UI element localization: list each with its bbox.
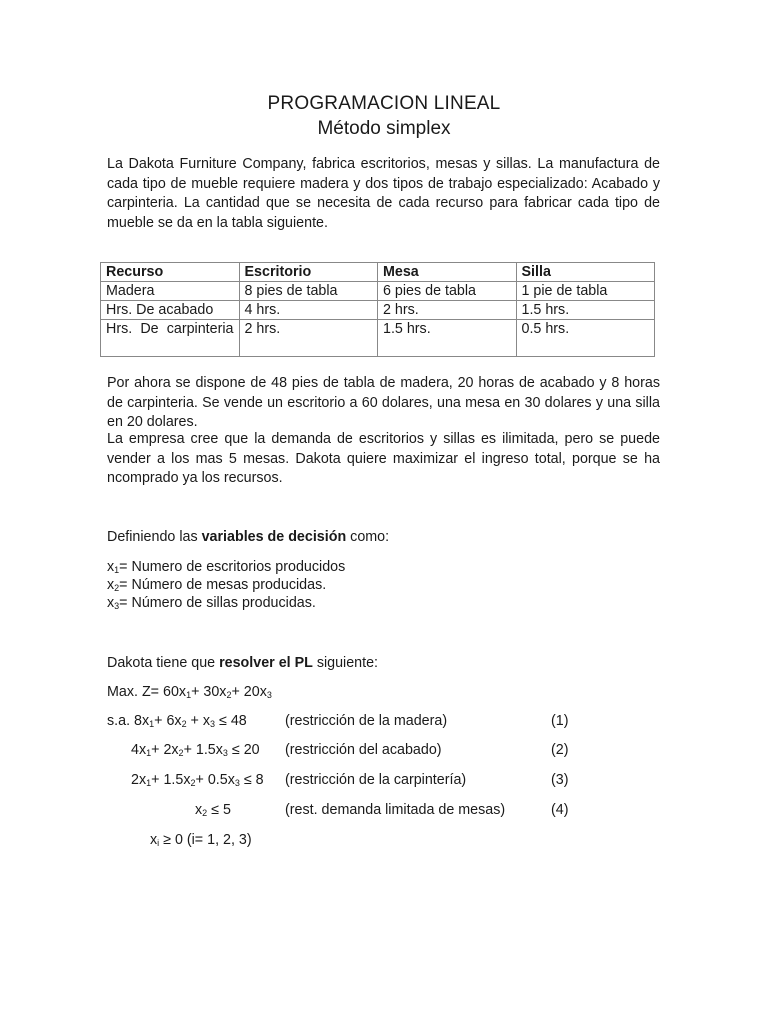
variable-definition: $x_1=$ Numero de escritorios producidos — [107, 559, 346, 575]
constraint-description: (restricción del acabado) — [285, 742, 442, 758]
pl-intro — [107, 654, 378, 672]
objective-function: Max. $Z= 60x_1+ 30x_2+ 20x_3$ — [107, 684, 272, 700]
resource-table — [100, 262, 655, 357]
page-title: PROGRAMACION LINEAL — [267, 93, 501, 114]
table-cell: 6 pies de tabla — [378, 282, 517, 301]
constraint-number: (1) — [551, 713, 569, 729]
table-header-row — [101, 263, 655, 282]
constraint-number: (4) — [551, 802, 569, 818]
variable-text: = Número de mesas producidas. — [119, 577, 327, 593]
variable-text: = Número de sillas producidas. — [119, 595, 316, 611]
table-cell: 1 pie de tabla — [516, 282, 655, 301]
table-row — [101, 301, 655, 320]
constraint-description: (rest. demanda limitada de mesas) — [285, 802, 506, 818]
table-cell: 0.5 hrs. — [516, 320, 655, 357]
variables-intro-bold: variables de decisión — [201, 529, 347, 545]
constraint-number: (3) — [551, 772, 569, 788]
table-cell: Hrs. De acabado — [101, 301, 240, 320]
variables-intro — [107, 528, 389, 546]
constraint-expression: $x_2 \le 5$ — [195, 802, 231, 818]
constraint-number: (2) — [551, 742, 569, 758]
variable-index: 3 — [114, 601, 120, 611]
nonnegativity-constraint: $x_i \ge 0$ (i= 1, 2, 3) — [150, 832, 252, 848]
page-subtitle: Método simplex — [317, 118, 451, 139]
pl-intro-bold: resolver el PL — [219, 655, 313, 671]
constraint-expression: s.a. $8x_1+ 6x_2 + x_3 \le 48$ — [107, 713, 247, 729]
constraint-expression: $2x_1+ 1.5x_2+ 0.5x_3 \le 8$ — [131, 772, 264, 788]
table-cell: 1.5 hrs. — [378, 320, 517, 357]
table-row — [101, 282, 655, 301]
pl-intro-text: Dakota tiene que — [107, 655, 220, 671]
variables-intro-text: Definiendo las — [107, 529, 202, 545]
variable-index: 1 — [114, 565, 120, 575]
constraint-description: (restricción de la carpintería) — [285, 772, 467, 788]
variable-index: 2 — [114, 583, 120, 593]
intro-paragraph: La Dakota Furniture Company, fabrica escritorios, mesas y sillas. La manufactura de cada tipo de mueble requiere madera y dos tipos de trabajo especializado: Acabado y carpinteria. La cantidad que se necesita de cada recurso para fabricar cada tipo de mueble se da en la tabla siguiente. — [107, 156, 660, 231]
table-cell: 1.5 hrs. — [516, 301, 655, 320]
table-cell: Hrs. De carpinteria — [101, 320, 240, 357]
table-header-cell: Mesa — [378, 263, 517, 282]
table-header-cell: Escritorio — [239, 263, 378, 282]
demand-paragraph: La empresa cree que la demanda de escritorios y sillas es ilimitada, pero se puede vender a los mas 5 mesas. Dakota quiere maximizar el ingreso total, porque se ha ncomprado ya los recursos. — [107, 431, 660, 487]
table-cell: Madera — [101, 282, 240, 301]
table-cell: 2 hrs. — [239, 320, 378, 357]
table-header-cell: Recurso — [101, 263, 240, 282]
variable-definition: $x_2=$ Número de mesas producidas. — [107, 577, 327, 593]
variable-definition: $x_3=$ Número de sillas producidas. — [107, 595, 316, 611]
table-header-cell: Silla — [516, 263, 655, 282]
variables-intro-tail: como: — [346, 529, 390, 545]
resources-paragraph: Por ahora se dispone de 48 pies de tabla de madera, 20 horas de acabado y 8 horas de carpinteria. Se vende un escritorio a 60 dolares, una mesa en 30 dolares y una silla en 20 dolares. — [107, 375, 660, 431]
table-row — [101, 320, 655, 357]
variable-text: = Numero de escritorios producidos — [119, 559, 346, 575]
table-cell: 8 pies de tabla — [239, 282, 378, 301]
table-cell: 2 hrs. — [378, 301, 517, 320]
pl-intro-tail: siguiente: — [312, 655, 379, 671]
constraint-description: (restricción de la madera) — [285, 713, 448, 729]
constraint-expression: $4x_1+ 2x_2+ 1.5x_3 \le 20$ — [131, 742, 260, 758]
table-cell: 4 hrs. — [239, 301, 378, 320]
